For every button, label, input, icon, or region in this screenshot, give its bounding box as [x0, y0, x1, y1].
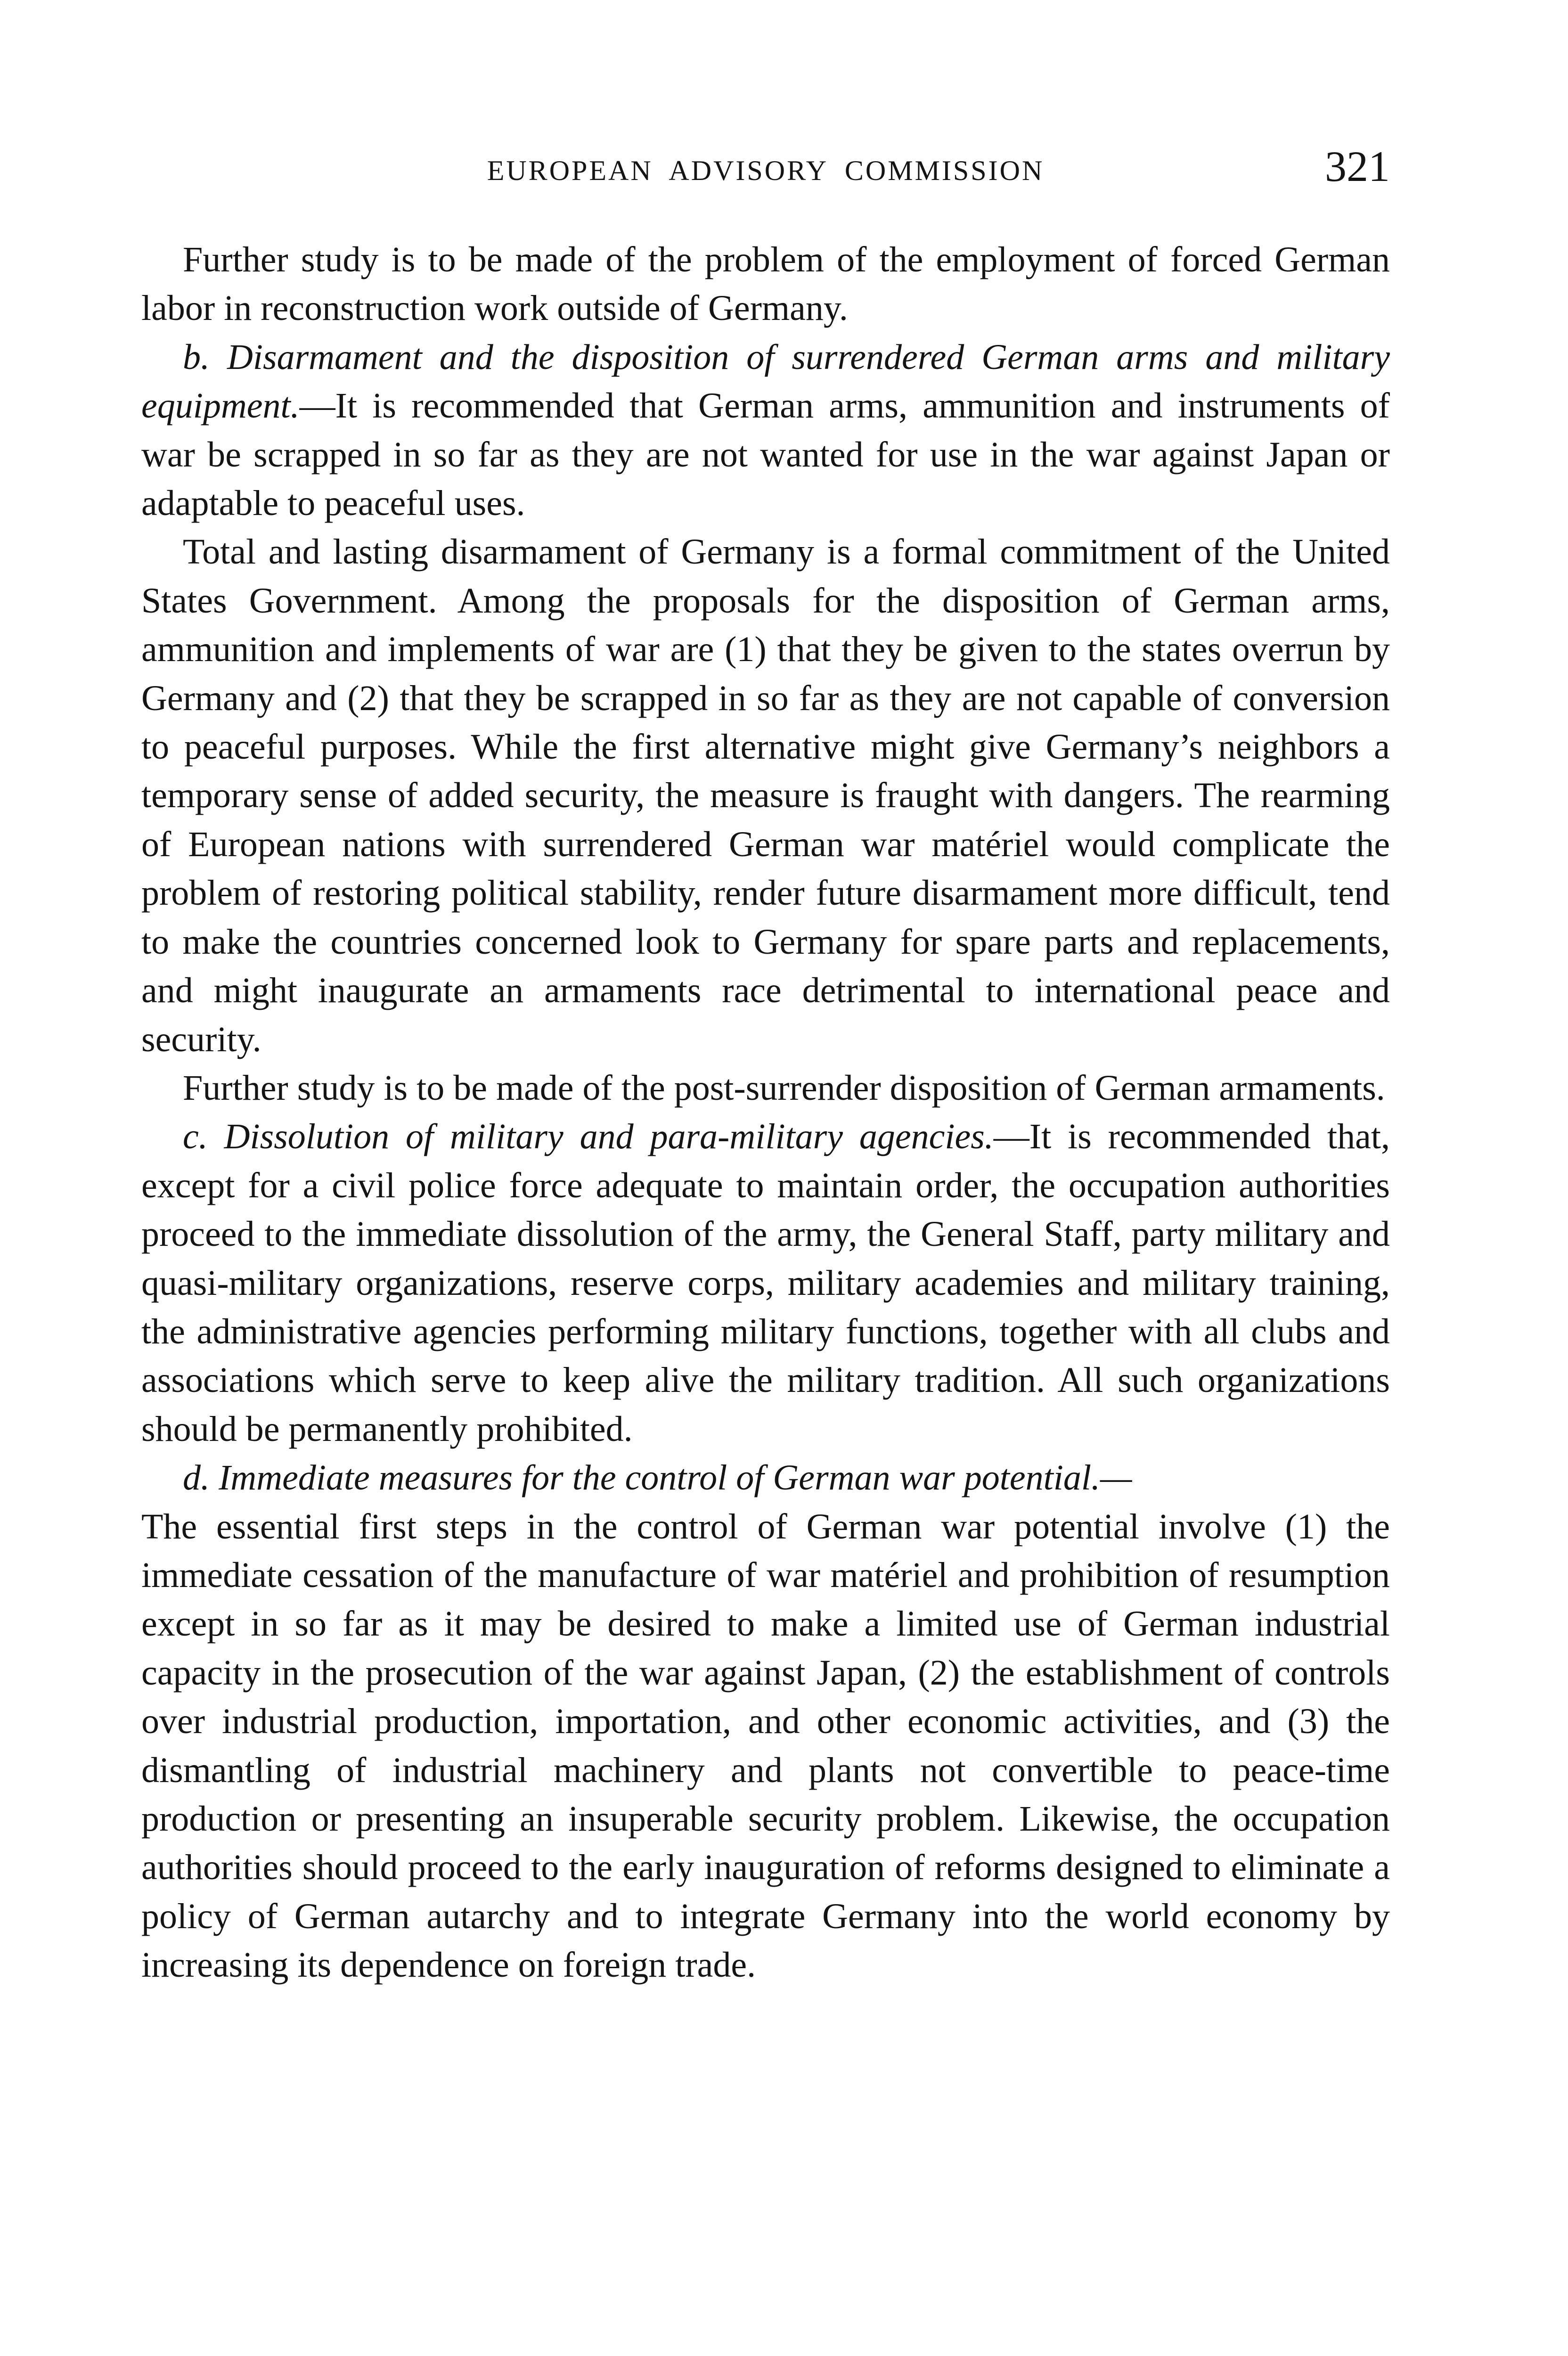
paragraph-immediate-measures-heading: [141, 1454, 1390, 1502]
paragraph-dissolution: [141, 1113, 1390, 1454]
section-heading-dissolution: c. Dissolution of military and para-military agencies.: [183, 1117, 994, 1157]
paragraph-dissolution-text: —It is recommended that, except for a civil police force adequate to maintain order, the occupation authorities proceed to the immediate dissolution of the army, the General Staff, party military and quasi-military organizations, reserve corps, military academies and military training, the administrative agencies performing military functions, together with all clubs and associations which serve to keep alive the military tradition. All such organizations should be permanently prohibited.: [141, 1117, 1390, 1449]
paragraph-further-study: Further study is to be made of the post-surrender disposition of German armaments.: [183, 1068, 1385, 1108]
section-heading-disarmament: b. Disarmament and the disposition of surrendered German arms and military equipment.: [141, 337, 1390, 426]
page-number: 321: [1325, 142, 1390, 190]
paragraph-disarmament: [141, 333, 1390, 528]
paragraph-total-disarmament: Total and lasting disarmament of Germany is a formal commitment of the United States Government. Among the proposals for the disposition of German arms, ammunition and implements of war are (1) that they be given to the states overrun by Germany and (2) that they be scrapped in so far as they are not capable of conversion to peaceful purposes. While the first alternative might give Germany’s neighbors a temporary sense of added security, the measure is fraught with dangers. The rearming of European nations with surrendered German war matériel would complicate the problem of restoring political stability, render future disarmament more difficult, tend to make the countries concerned look to Germany for spare parts and replacements, and might inaugurate an armaments race detrimental to international peace and security.: [141, 532, 1390, 1059]
running-title: EUROPEAN ADVISORY COMMISSION: [487, 155, 1045, 186]
paragraph-forced-labor: Further study is to be made of the problem of the employment of forced German labor in reconstruction work outside of Germany.: [141, 240, 1390, 328]
document-page: [141, 141, 1390, 2356]
body-text: [141, 236, 1390, 1990]
running-head: [141, 141, 1390, 193]
section-heading-immediate-measures: d. Immediate measures for the control of German war potential.—: [183, 1458, 1132, 1498]
paragraph-immediate-measures: The essential first steps in the control of German war potential involve (1) the immediate cessation of the manufacture of war matériel and prohibition of resumption except in so far as it may be desired to make a limited use of German industrial capacity in the prosecution of the war against Japan, (2) the establishment of controls over industrial production, importation, and other economic activities, and (3) the dismantling of industrial machinery and plants not convertible to peace-time production or presenting an insuperable security problem. Likewise, the occupation authorities should proceed to the early inauguration of reforms designed to eliminate a policy of German autarchy and to integrate Germany into the world economy by increasing its dependence on foreign trade.: [141, 1506, 1390, 1985]
paragraph-disarmament-text: —It is recommended that German arms, ammunition and instruments of war be scrapped in so far as they are not wanted for use in the war against Japan or adaptable to peaceful uses.: [141, 386, 1390, 524]
